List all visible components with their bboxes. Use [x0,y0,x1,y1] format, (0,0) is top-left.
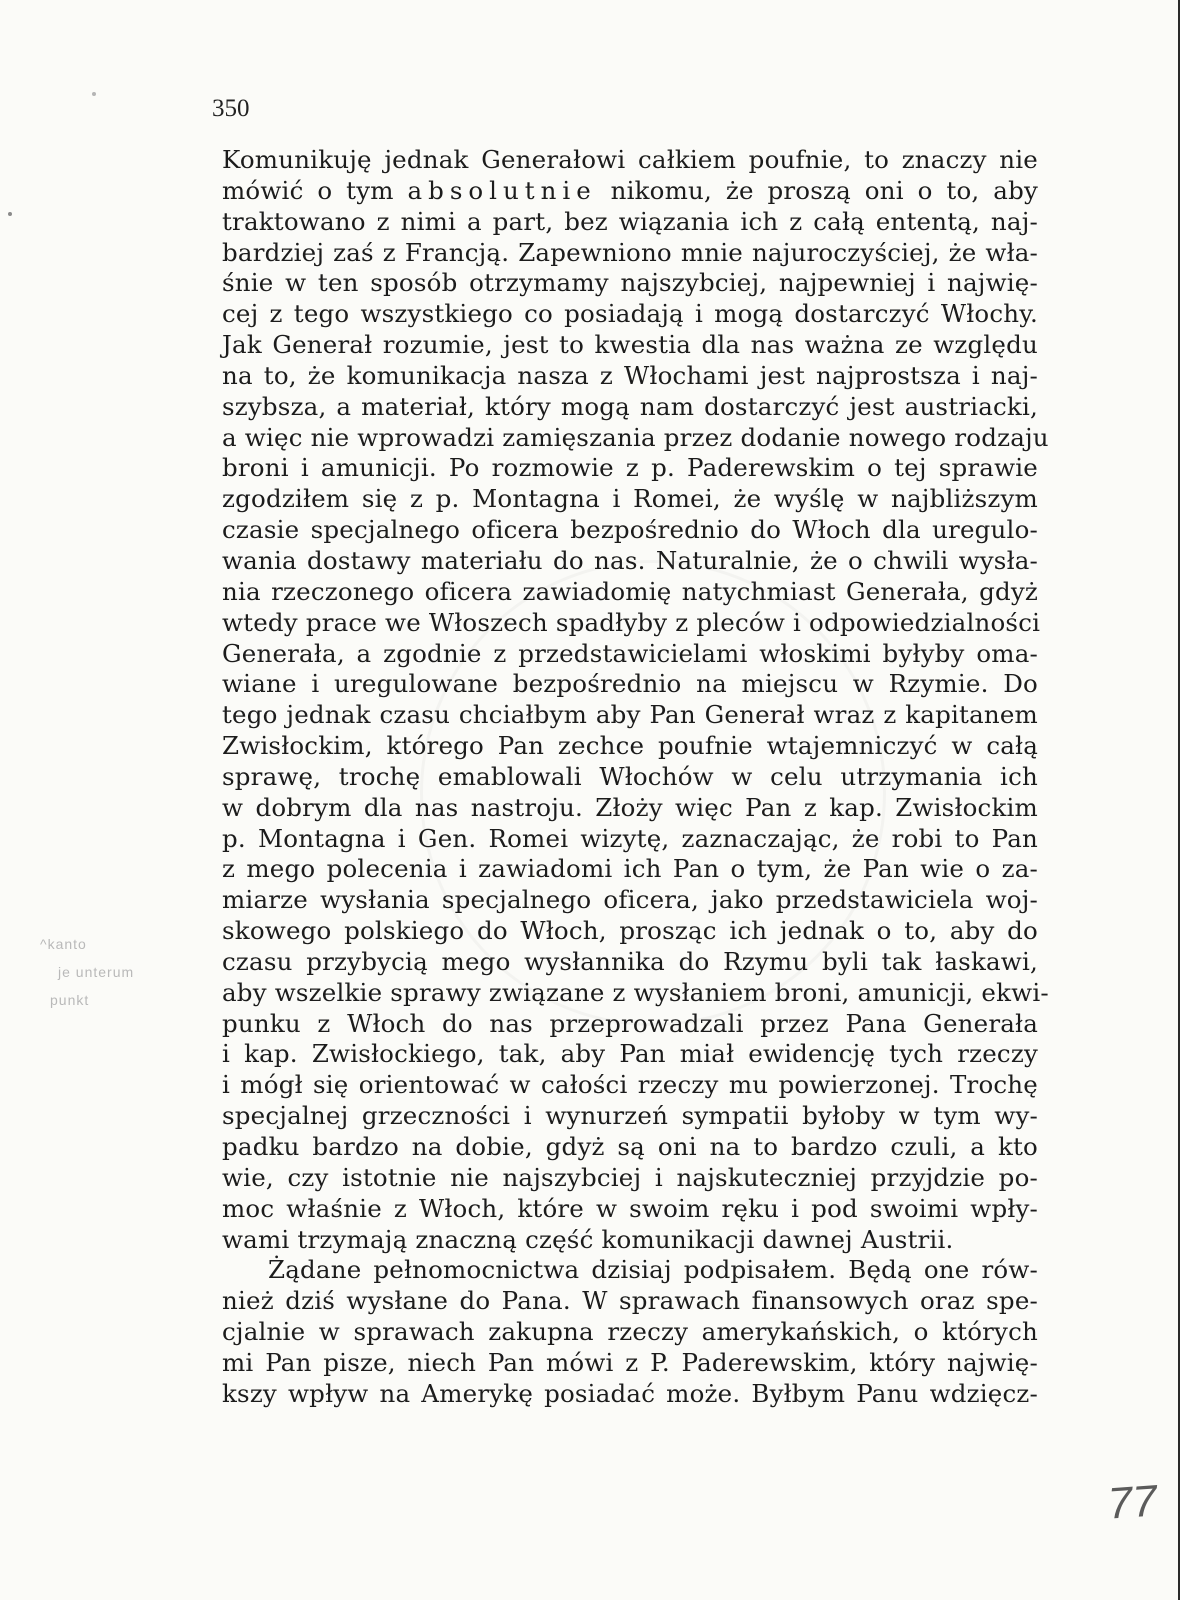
text-line: p. Montagna i Gen. Romei wizytę, zaznaczając, że robi to Pan [222,823,1038,853]
page-edge [1178,0,1200,1600]
text-line-fragment: nikomu, że proszą oni o to, aby [596,175,1038,205]
text-line: Żądane pełnomocnictwa dzisiaj podpisałem. Będą one rów- [268,1255,1038,1285]
text-line: moc właśnie z Włoch, które w swoim ręku i pod swoimi wpły- [222,1193,1038,1223]
text-line: traktowano z nimi a part, bez wiązania ich z całą ententą, naj- [222,206,1038,236]
text-line: śnie w ten sposób otrzymamy najszybciej, najpewniej i najwię- [222,268,1038,298]
text-line: czasu przybycią mego wysłannika do Rzymu byli tak łaskawi, [222,946,1038,976]
text-line: na to, że komunikacja nasza z Włochami jest najprostsza i naj- [222,360,1038,390]
text-line: cjalnie w sprawach zakupna rzeczy amerykańskich, o których [222,1317,1038,1347]
text-line: Komunikuję jednak Generałowi całkiem poufnie, to znaczy nie [222,145,1038,174]
text-line: nież dziś wysłane do Pana. W sprawach finansowych oraz spe- [222,1286,1038,1316]
text-line: cej z tego wszystkiego co posiadają i mogą dostarczyć Włochy. [222,299,1038,329]
text-line: aby wszelkie sprawy związane z wysłaniem broni, amunicji, ekwi- [222,977,1049,1007]
text-line: wiane i uregulowane bezpośrednio na miejscu w Rzymie. Do [222,669,1038,699]
body-text [222,145,1049,1410]
text-line: z mego polecenia i zawiadomi ich Pan o tym, że Pan wie o za- [222,854,1038,884]
text-line: skowego polskiego do Włoch, prosząc ich jednak o to, aby do [222,916,1038,946]
text-line: padku bardzo na dobie, gdyż są oni na to bardzo czuli, a kto [222,1132,1038,1161]
text-line: w dobrym dla nas nastroju. Złoży więc Pan z kap. Zwisłockim [222,792,1038,822]
text-line: broni i amunicji. Po rozmowie z p. Paderewskim o tej sprawie [222,453,1038,483]
margin-speck [92,92,96,96]
text-line: wania dostawy materiału do nas. Naturalnie, że o chwili wysła- [222,545,1038,575]
emphasized-word: absolutnie [407,175,597,205]
text-line: specjalnej grzeczności i wynurzeń sympatii byłoby w tym wy- [222,1101,1038,1131]
text-line: a więc nie wprowadzi zamięszania przez dodanie nowego rodzaju [222,422,1049,452]
text-line: Jak Generał rozumie, jest to kwestia dla nas ważna ze względu [222,330,1038,360]
text-line: kszy wpływ na Amerykę posiadać może. Byłbym Panu wdzięcz- [222,1378,1038,1408]
text-line: czasie specjalnego oficera bezpośrednio do Włoch dla uregulo- [222,515,1038,545]
text-line: wami trzymają znaczną część komunikacji dawnej Austrii. [222,1224,954,1254]
text-line: i kap. Zwisłockiego, tak, aby Pan miał ewidencję tych rzeczy [222,1039,1038,1069]
text-line: punku z Włoch do nas przeprowadzali przez Pana Generała [222,1008,1038,1038]
text-line: tego jednak czasu chciałbym aby Pan Generał wraz z kapitanem [222,700,1038,730]
text-line: Zwisłockim, którego Pan zechce poufnie wtajemniczyć w całą [222,731,1038,761]
bleed-through-text: ^kanto [40,936,87,952]
text-line: wtedy prace we Włoszech spadłyby z pleców i odpowiedzialności [222,607,1041,637]
text-line: mi Pan pisze, niech Pan mówi z P. Paderewskim, który najwię- [222,1347,1038,1377]
text-line: sprawę, trochę emablowali Włochów w celu utrzymania ich [222,761,1038,791]
text-line [222,176,1038,207]
text-line: bardziej zaś z Francją. Zapewniono mnie najuroczyściej, że wła- [222,237,1038,267]
text-line: Generała, a zgodnie z przedstawicielami włoskimi byłyby oma- [222,638,1038,668]
text-line: szybsza, a materiał, który mogą nam dostarczyć jest austriacki, [222,391,1038,421]
text-line: zgodziłem się z p. Montagna i Romei, że wyślę w najbliższym [222,484,1038,514]
margin-speck [8,212,12,216]
bleed-through-text: je unterum [58,964,135,980]
text-line: i mógł się orientować w całości rzeczy mu powierzonej. Trochę [222,1070,1038,1100]
text-line: wie, czy istotnie nie najszybciej i najskuteczniej przyjdzie po- [222,1162,1038,1192]
text-line-fragment: mówić o tym [222,175,408,205]
text-line: nia rzeczonego oficera zawiadomię natychmiast Generała, gdyż [222,576,1038,606]
handwritten-folio-number: 77 [1106,1476,1159,1529]
bleed-through-text: punkt [50,992,90,1008]
page-number: 350 [212,95,250,122]
text-line: miarze wysłania specjalnego oficera, jako przedstawiciela woj- [222,885,1038,915]
